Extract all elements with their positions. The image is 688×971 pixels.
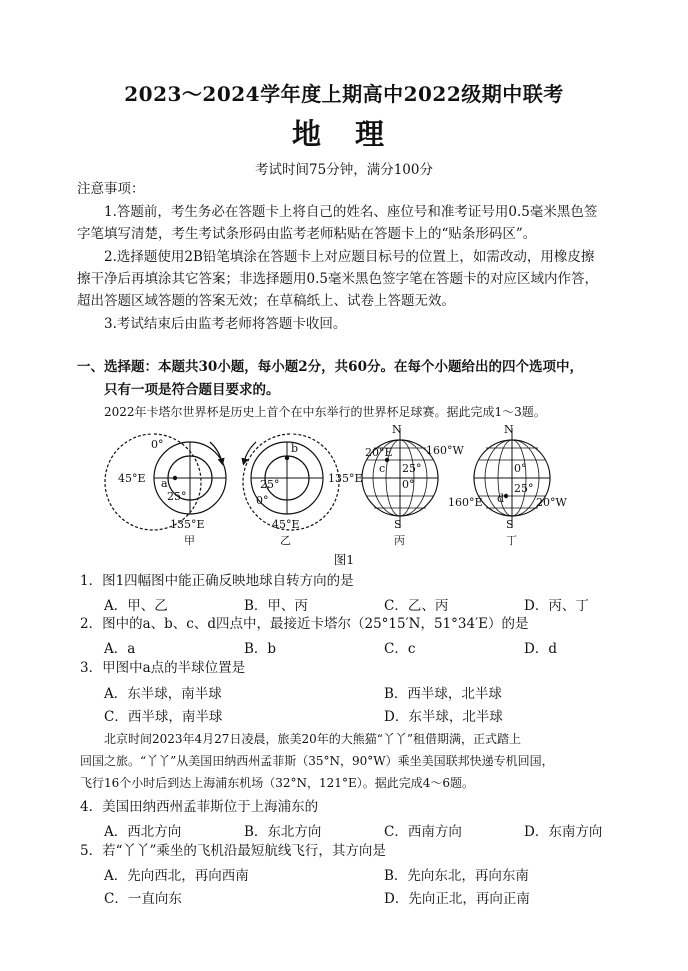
label: 乙 xyxy=(280,534,291,547)
label: 丁 xyxy=(506,534,517,547)
option-c[interactable]: C．一直向东 xyxy=(104,891,182,907)
label: 135°E xyxy=(328,472,363,485)
label: d xyxy=(497,492,505,505)
option-b[interactable]: B．甲、丙 xyxy=(244,598,308,614)
option-a[interactable]: A．a xyxy=(104,641,136,657)
option-a[interactable]: A．东半球，南半球 xyxy=(104,686,222,702)
label: c xyxy=(379,462,386,475)
label: 20°E xyxy=(365,446,393,459)
option-c[interactable]: C．西南方向 xyxy=(384,824,462,840)
passage-intro: 2022年卡塔尔世界杯是历史上首个在中东举行的世界杯足球赛。据此完成1～3题。 xyxy=(104,405,546,419)
option-b[interactable]: B．b xyxy=(244,641,277,657)
label: 25° xyxy=(260,478,280,491)
figure-1 xyxy=(0,420,688,550)
question-stem: 2．图中的a、b、c、d四点中，最接近卡塔尔（25°15′N，51°34′E）的是 xyxy=(80,616,529,632)
figure-yi xyxy=(243,434,363,547)
option-b[interactable]: B．东北方向 xyxy=(244,824,322,840)
notice-line: 超出答题区域答题的答案无效；在草稿纸上、试卷上答题无效。 xyxy=(77,293,455,309)
label: N xyxy=(392,423,402,436)
exam-info: 考试时间75分钟，满分100分 xyxy=(255,162,433,178)
label: 0° xyxy=(151,438,164,451)
label: 0° xyxy=(514,462,527,475)
label: 20°W xyxy=(536,496,567,509)
label: a xyxy=(161,477,168,490)
exam-title: 2023～2024学年度上期高中2022级期中联考 xyxy=(124,82,564,106)
label: 25° xyxy=(402,462,422,475)
question-stem: 5．若“丫丫”乘坐的飞机沿最短航线飞行，其方向是 xyxy=(80,843,386,859)
option-d[interactable]: D．先向正北，再向正南 xyxy=(384,891,530,907)
point-a xyxy=(173,476,177,480)
label: 160°W xyxy=(426,444,464,457)
option-b[interactable]: B．先向东北，再向东南 xyxy=(384,868,529,884)
point-b xyxy=(285,456,289,460)
option-d[interactable]: D．东半球，北半球 xyxy=(384,709,503,725)
label: 25° xyxy=(167,490,187,503)
label: S xyxy=(506,518,514,531)
section-heading: 一、选择题：本题共30小题，每小题2分，共60分。在每个小题给出的四个选项中， xyxy=(77,359,583,375)
option-a[interactable]: A．先向西北，再向西南 xyxy=(104,868,249,884)
label: 25° xyxy=(514,482,534,495)
question-stem: 3．甲图中a点的半球位置是 xyxy=(80,660,246,676)
option-d[interactable]: D．东南方向 xyxy=(524,824,603,840)
option-c[interactable]: C．c xyxy=(384,641,416,657)
point-d xyxy=(504,494,508,498)
option-d[interactable]: D．丙、丁 xyxy=(524,598,589,614)
passage-line: 回国之旅。“丫丫”从美国田纳西州孟菲斯（35°N，90°W）乘坐美国联邦快递专机回国， xyxy=(80,754,554,768)
label: b xyxy=(291,442,299,455)
option-d[interactable]: D．d xyxy=(524,641,557,657)
notice-line: 字笔填写清楚，考生考试条形码由监考老师粘贴在答题卡上的“贴条形码区”。 xyxy=(77,226,537,242)
label: 45°E xyxy=(272,518,300,531)
option-c[interactable]: C．西半球，南半球 xyxy=(104,709,223,725)
notice-line: 2.选择题使用2B铅笔填涂在答题卡上对应题目标号的位置上，如需改动，用橡皮擦 xyxy=(104,249,595,265)
option-a[interactable]: A．西北方向 xyxy=(104,824,182,840)
label: 45°E xyxy=(118,472,146,485)
figure-ding xyxy=(448,423,567,547)
option-c[interactable]: C．乙、丙 xyxy=(384,598,449,614)
figure-bing xyxy=(362,423,464,547)
label: S xyxy=(394,518,402,531)
label: N xyxy=(504,423,514,436)
subject-title: 地 理 xyxy=(291,117,397,151)
label: 160°E xyxy=(448,496,483,509)
notice-line: 1.答题前，考生务必在答题卡上将自己的姓名、座位号和准考证号用0.5毫米黑色签 xyxy=(104,204,598,220)
passage-line: 飞行16个小时后到达上海浦东机场（32°N，121°E）。据此完成4～6题。 xyxy=(80,776,474,790)
label: 甲 xyxy=(184,534,195,547)
section-heading: 只有一项是符合题目要求的。 xyxy=(104,382,280,398)
option-b[interactable]: B．西半球，北半球 xyxy=(384,686,502,702)
option-a[interactable]: A．甲、乙 xyxy=(104,598,168,614)
figure-caption: 图1 xyxy=(333,552,355,567)
label: 0° xyxy=(256,494,269,507)
passage-line: 北京时间2023年4月27日凌晨，旅美20年的大熊猫“丫丫”租借期满，正式踏上 xyxy=(104,732,521,746)
figure-jia xyxy=(105,434,226,547)
label: 0° xyxy=(402,478,415,491)
label: 丙 xyxy=(394,534,405,547)
notice-line: 擦干净后再填涂其它答案；非选择题用0.5毫米黑色签字笔在答题卡的对应区域内作答， xyxy=(77,271,598,287)
label: 135°E xyxy=(170,518,205,531)
question-stem: 4．美国田纳西州孟菲斯位于上海浦东的 xyxy=(80,799,319,815)
notice-line: 3.考试结束后由监考老师将答题卡收回。 xyxy=(104,316,347,332)
notice-heading: 注意事项： xyxy=(77,181,145,197)
question-stem: 1．图1四幅图中能正确反映地球自转方向的是 xyxy=(80,573,354,589)
